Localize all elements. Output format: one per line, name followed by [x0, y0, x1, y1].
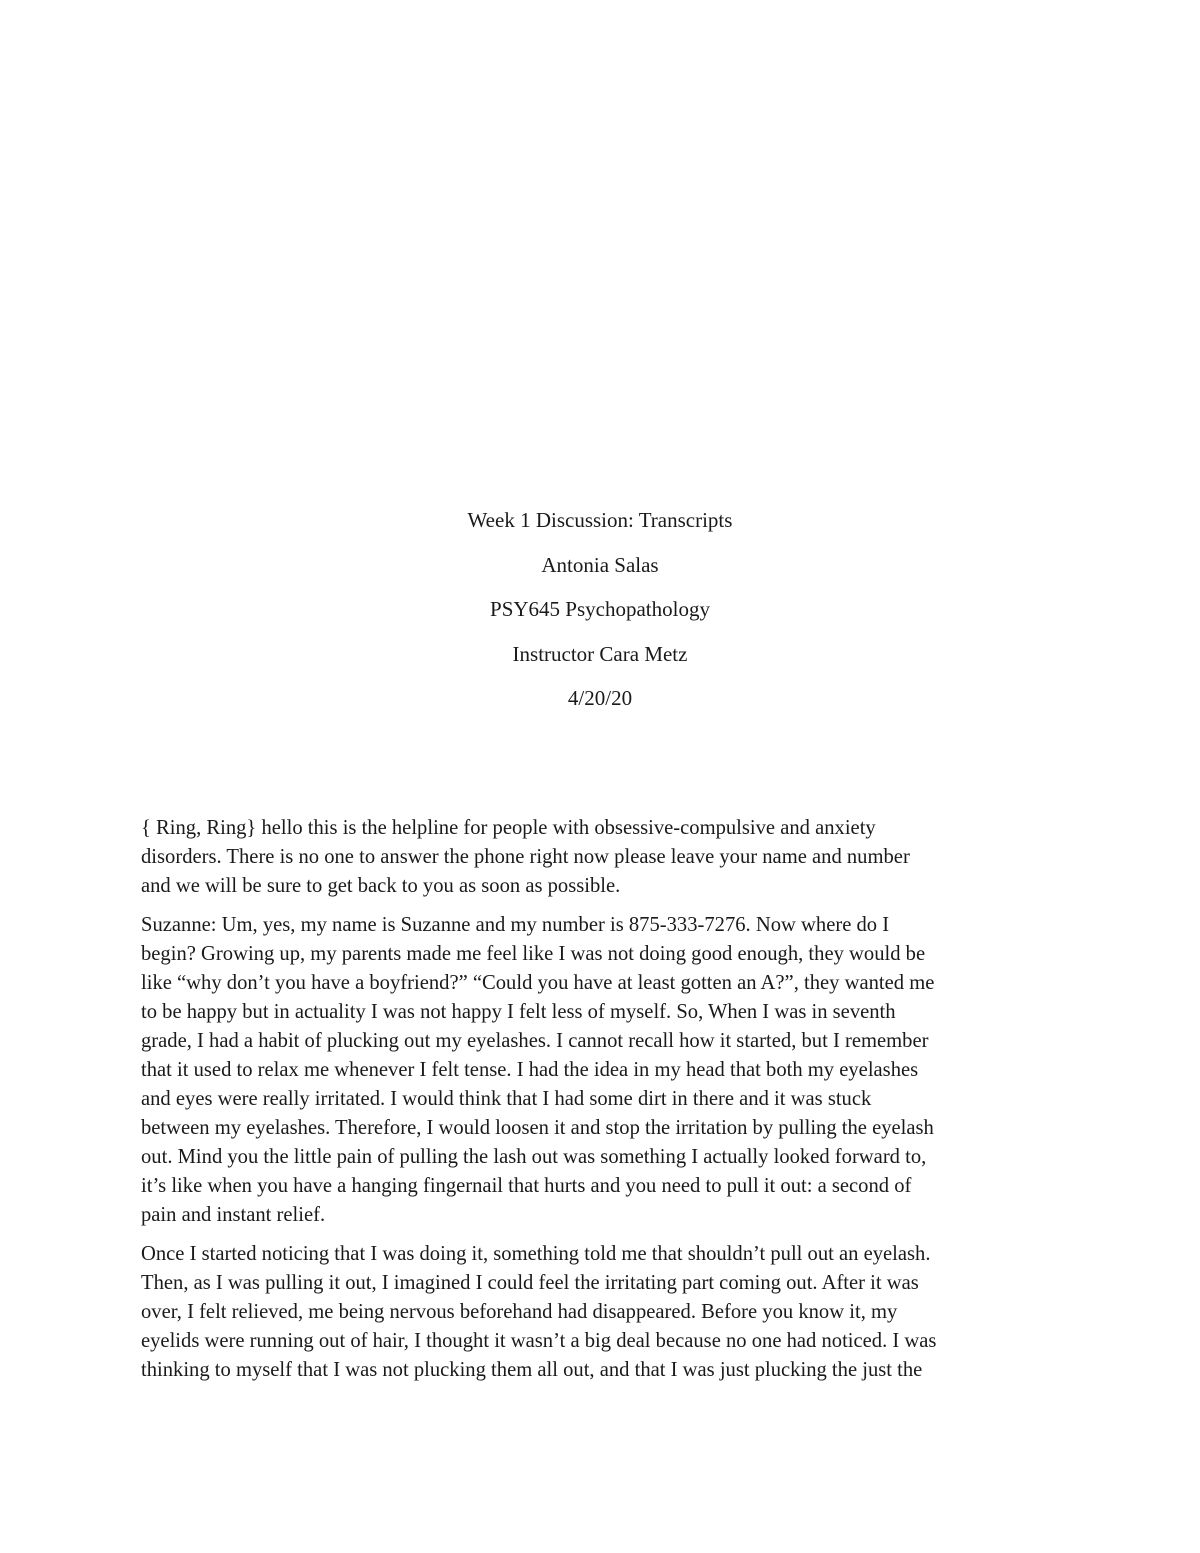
text-line: disorders. There is no one to answer the phone right now please leave your name and number — [141, 846, 910, 868]
paragraph-noticing — [141, 1240, 1066, 1385]
text-line: thinking to myself that I was not plucking them all out, and that I was just plucking the just the — [141, 1359, 923, 1381]
text-line: it’s like when you have a hanging fingernail that hurts and you need to pull it out: a second of — [141, 1175, 912, 1197]
paragraph-helpline-greeting — [141, 814, 1066, 901]
text-line: over, I felt relieved, me being nervous beforehand had disappeared. Before you know it, my — [141, 1301, 898, 1323]
text-line: begin? Growing up, my parents made me feel like I was not doing good enough, they would be — [141, 943, 926, 965]
text-line: and eyes were really irritated. I would think that I had some dirt in there and it was stuck — [141, 1088, 872, 1110]
text-line: that it used to relax me whenever I felt tense. I had the idea in my head that both my eyelashes — [141, 1059, 919, 1081]
text-line: like “why don’t you have a boyfriend?” “Could you have at least gotten an A?”, they wanted me — [141, 972, 935, 994]
text-line: grade, I had a habit of plucking out my eyelashes. I cannot recall how it started, but I remember — [141, 1030, 929, 1052]
course-name: PSY645 Psychopathology — [490, 597, 710, 621]
paper-date: 4/20/20 — [567, 686, 633, 710]
author-name: Antonia Salas — [541, 552, 659, 577]
text-line: pain and instant relief. — [141, 1204, 326, 1226]
text-line: eyelids were running out of hair, I thought it wasn’t a big deal because no one had noticed. I was — [141, 1330, 937, 1352]
title-block — [0, 498, 1200, 721]
text-line: { Ring, Ring} hello this is the helpline for people with obsessive-compulsive and anxiety — [141, 817, 876, 839]
transcript-body — [141, 814, 1066, 1395]
paragraph-suzanne-message — [141, 911, 1066, 1230]
text-line: Once I started noticing that I was doing it, something told me that shouldn’t pull out an eyelash. — [141, 1243, 931, 1265]
instructor-name: Instructor Cara Metz — [512, 641, 688, 666]
text-line: Suzanne: Um, yes, my name is Suzanne and my number is 875-333-7276. Now where do I — [141, 914, 890, 936]
paper-title: Week 1 Discussion: Transcripts — [467, 508, 733, 532]
text-line: and we will be sure to get back to you as soon as possible. — [141, 875, 621, 897]
text-line: between my eyelashes. Therefore, I would loosen it and stop the irritation by pulling the eyelash — [141, 1117, 934, 1139]
text-line: out. Mind you the little pain of pulling the lash out was something I actually looked forward to, — [141, 1146, 927, 1168]
text-line: to be happy but in actuality I was not happy I felt less of myself. So, When I was in seventh — [141, 1001, 896, 1023]
text-line: Then, as I was pulling it out, I imagined I could feel the irritating part coming out. After it was — [141, 1272, 919, 1294]
